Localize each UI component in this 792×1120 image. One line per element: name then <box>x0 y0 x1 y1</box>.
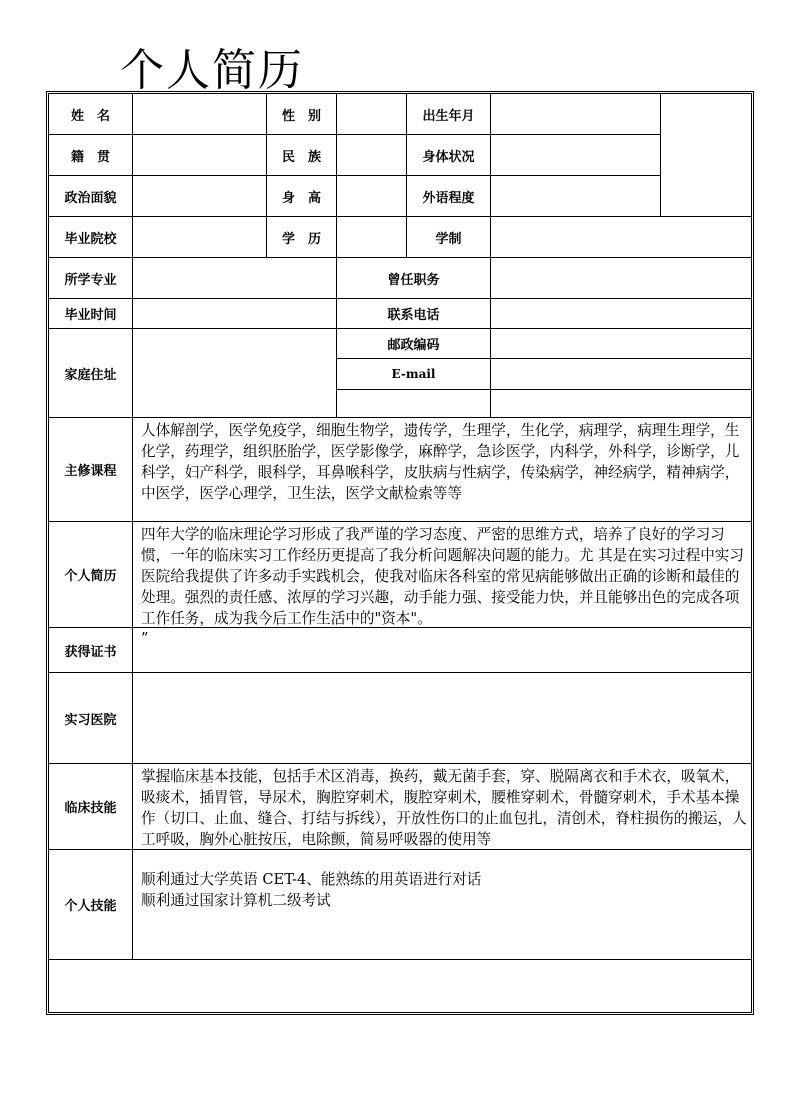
internship-hospital-value[interactable] <box>133 673 751 764</box>
address-extra-left <box>337 390 491 418</box>
personal-skills-text <box>133 850 751 960</box>
postcode-value[interactable] <box>491 329 751 359</box>
gender-value[interactable] <box>337 94 407 135</box>
major-value[interactable] <box>133 258 337 299</box>
label-schooling-length: 学制 <box>407 217 491 258</box>
label-ethnicity: 民 族 <box>267 135 337 176</box>
main-courses-text: 人体解剖学，医学免疫学，细胞生物学，遗传学，生理学，生化学，病理学，病理生理学，生化学，药理学，组织胚胎学，医学影像学，麻醉学，急诊医学，内科学，外科学，诊断学，儿科学，妇产科学，眼科学，耳鼻喉科学，皮肤病与性病学，传染病学，神经病学，精神病学，中医学，医学心理学，卫生法，医学文献检索等等 <box>133 418 751 522</box>
education-value[interactable] <box>337 217 407 258</box>
photo-box[interactable] <box>661 94 751 217</box>
name-value[interactable] <box>133 94 267 135</box>
label-postcode: 邮政编码 <box>337 329 491 359</box>
label-political-status: 政治面貌 <box>49 176 133 217</box>
label-name: 姓 名 <box>49 94 133 135</box>
resume-table <box>46 91 754 1015</box>
label-internship-hospital: 实习医院 <box>49 673 133 764</box>
height-value[interactable] <box>337 176 407 217</box>
certificates-text: ” <box>133 628 751 673</box>
bottom-empty-row <box>49 960 751 1012</box>
home-address-value[interactable] <box>133 329 337 418</box>
label-certificates: 获得证书 <box>49 628 133 673</box>
label-education: 学 历 <box>267 217 337 258</box>
label-email: E-mail <box>337 359 491 390</box>
address-extra-right <box>491 390 751 418</box>
label-height: 身 高 <box>267 176 337 217</box>
label-birth: 出生年月 <box>407 94 491 135</box>
email-value[interactable] <box>491 359 751 390</box>
personal-profile-text: 四年大学的临床理论学习形成了我严谨的学习态度、严密的思维方式，培养了良好的学习习惯，一年的临床实习工作经历更提高了我分析问题解决问题的能力。尤 其是在实习过程中实习医院给我提供了许多动手实践机会，使我对临床各科室的常见病能够做出正确的诊断和最佳的处理。强烈的责任感、浓厚的学习兴趣，动手能力强、接受能力快，并且能够出色的完成各项工作任务，成为我今后工作生活中的"资本"。 <box>133 522 751 628</box>
phone-value[interactable] <box>491 299 751 329</box>
school-value[interactable] <box>133 217 267 258</box>
label-native-place: 籍 贯 <box>49 135 133 176</box>
language-level-value[interactable] <box>491 176 661 217</box>
page-title: 个人简历 <box>120 45 304 96</box>
label-health: 身体状况 <box>407 135 491 176</box>
label-former-position: 曾任职务 <box>337 258 491 299</box>
label-main-courses: 主修课程 <box>49 418 133 522</box>
schooling-length-value[interactable] <box>491 217 751 258</box>
native-place-value[interactable] <box>133 135 267 176</box>
label-clinical-skills: 临床技能 <box>49 764 133 850</box>
health-value[interactable] <box>491 135 661 176</box>
personal-skills-line-2: 顺利通过国家计算机二级考试 <box>141 892 331 909</box>
clinical-skills-text: 掌握临床基本技能，包括手术区消毒，换药，戴无菌手套，穿、脱隔离衣和手术衣，吸氧术，吸痰术，插胃管，导尿术，胸腔穿刺术，腹腔穿刺术，腰椎穿刺术，骨髓穿刺术，手术基本操作（切口、止血、缝合、打结与拆线），开放性伤口的止血包扎，清创术，脊柱损伤的搬运，人工呼吸，胸外心脏按压，电除颤，简易呼吸器的使用等 <box>133 764 751 850</box>
label-major: 所学专业 <box>49 258 133 299</box>
birth-value[interactable] <box>491 94 661 135</box>
ethnicity-value[interactable] <box>337 135 407 176</box>
graduation-time-value[interactable] <box>133 299 337 329</box>
label-language-level: 外语程度 <box>407 176 491 217</box>
personal-skills-line-1: 顺利通过大学英语 CET-4、能熟练的用英语进行对话 <box>141 871 482 888</box>
label-phone: 联系电话 <box>337 299 491 329</box>
label-home-address: 家庭住址 <box>49 329 133 418</box>
political-status-value[interactable] <box>133 176 267 217</box>
label-school: 毕业院校 <box>49 217 133 258</box>
label-personal-profile: 个人简历 <box>49 522 133 628</box>
label-graduation-time: 毕业时间 <box>49 299 133 329</box>
label-gender: 性 别 <box>267 94 337 135</box>
former-position-value[interactable] <box>491 258 751 299</box>
label-personal-skills: 个人技能 <box>49 850 133 960</box>
